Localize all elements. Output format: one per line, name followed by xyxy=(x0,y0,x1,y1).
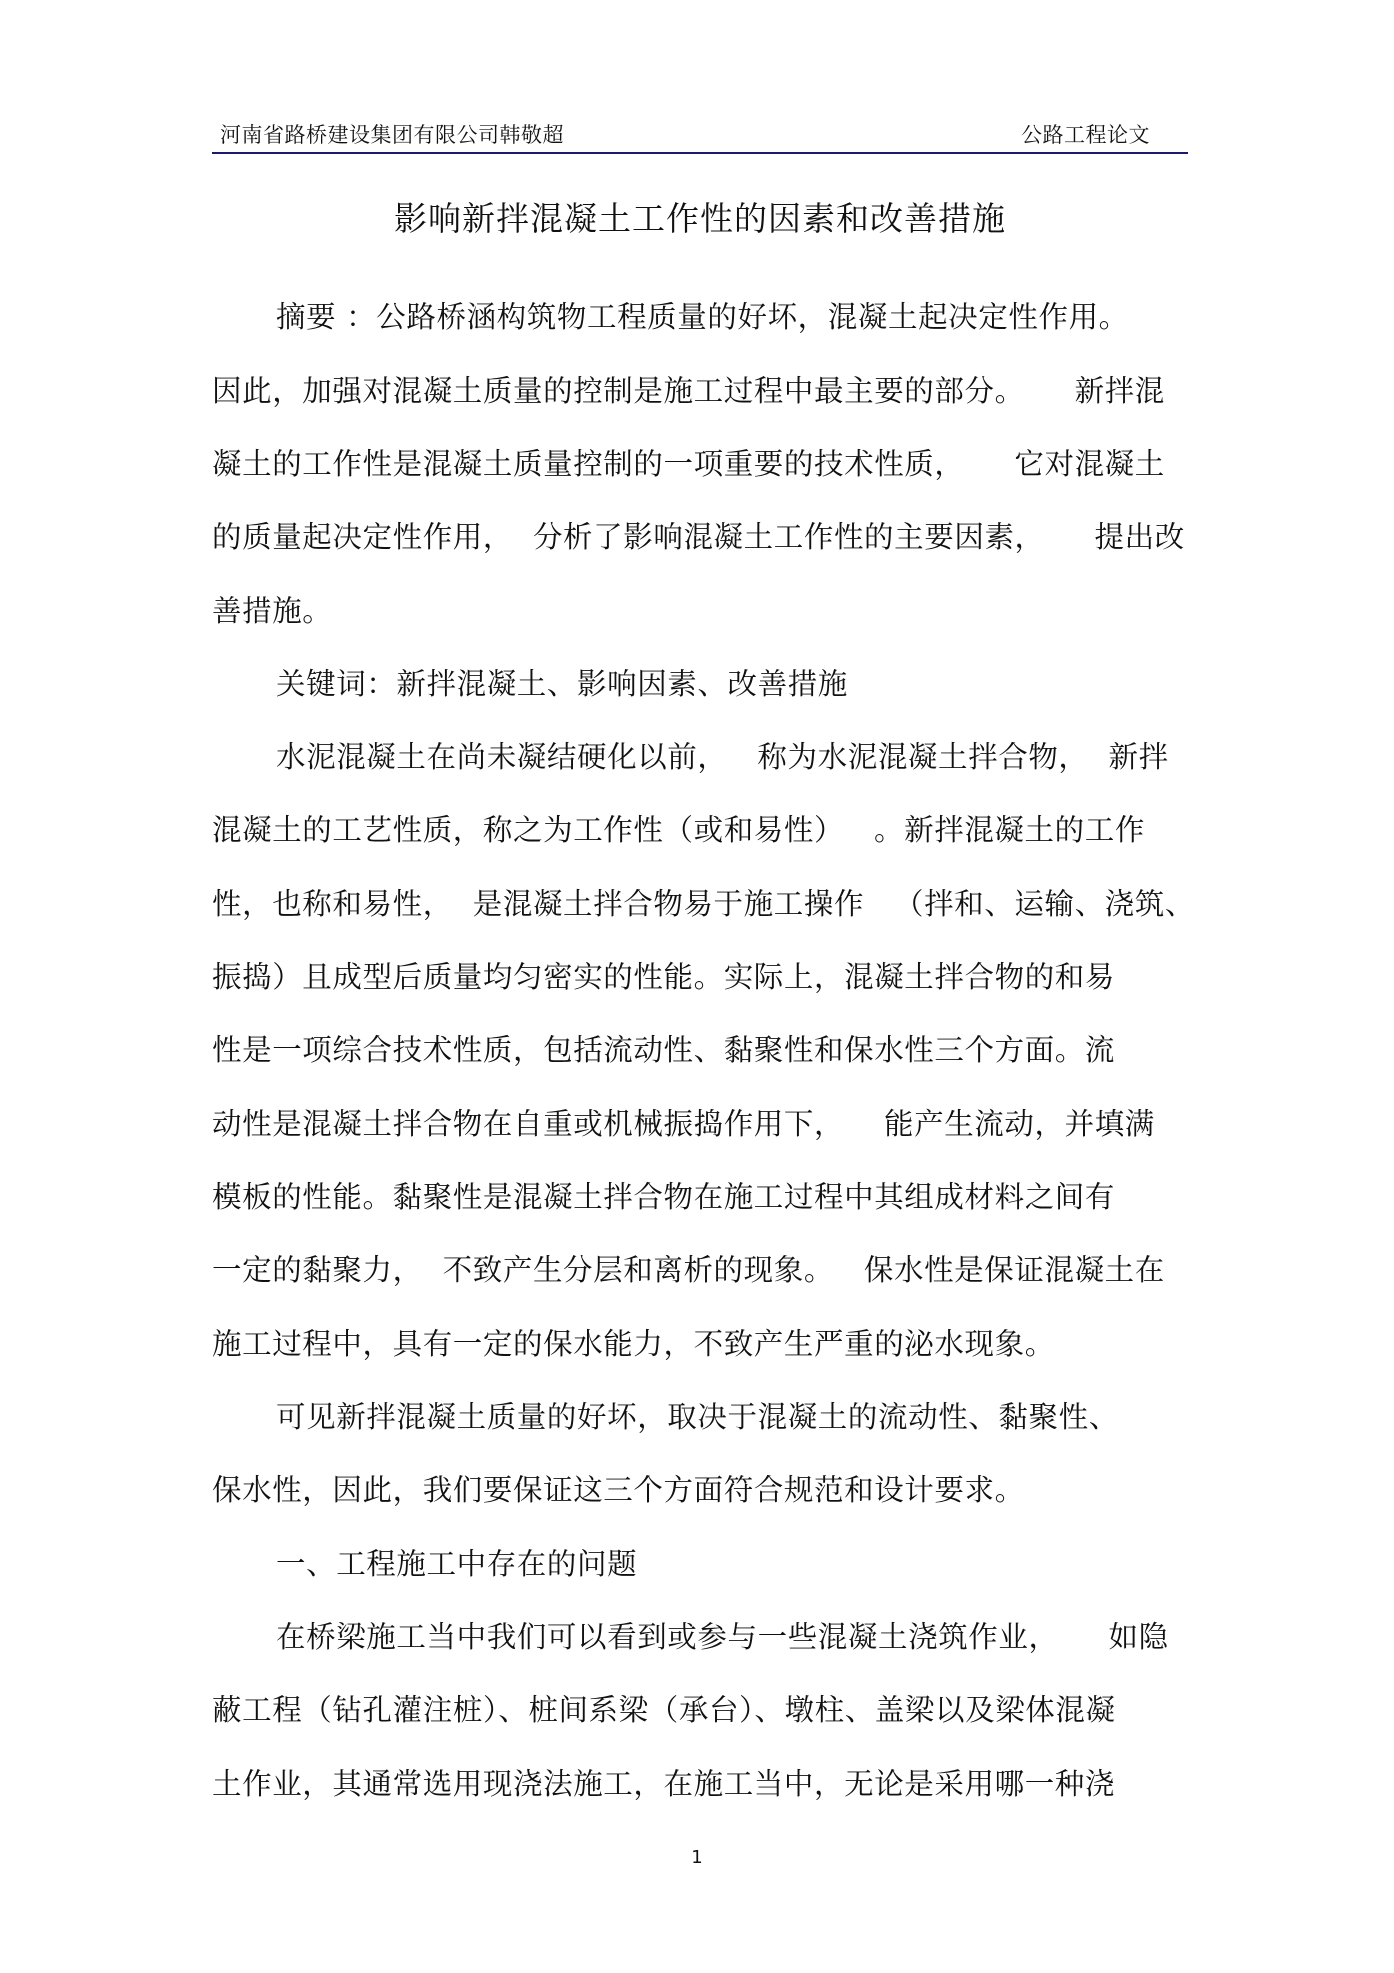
text-line: 摘要 ：公路桥涵构筑物工程质量的好坏，混凝土起决定性作用。 xyxy=(276,300,1129,334)
text-line: 保水性，因此，我们要保证这三个方面符合规范和设计要求。 xyxy=(212,1473,1025,1507)
text-line: 善措施。 xyxy=(212,594,333,628)
text-line: 的质量起决定性作用， 分析了影响混凝土工作性的主要因素， 提出改 xyxy=(212,520,1185,554)
page-header xyxy=(212,120,1188,154)
text-line: 在桥梁施工当中我们可以看到或参与一些混凝土浇筑作业， 如隐 xyxy=(276,1620,1169,1654)
text-line: 混凝土的工艺性质，称之为工作性（或和易性） 。新拌混凝土的工作 xyxy=(212,813,1145,847)
text-line: 模板的性能。黏聚性是混凝土拌合物在施工过程中其组成材料之间有 xyxy=(212,1180,1116,1214)
page-number: 1 xyxy=(691,1847,703,1868)
text-line: 凝土的工作性是混凝土质量控制的一项重要的技术性质， 它对混凝土 xyxy=(212,447,1165,481)
text-line: 蔽工程（钻孔灌注桩）、桩间系梁（承台）、墩柱、盖梁以及梁体混凝 xyxy=(212,1693,1116,1727)
text-line: 性是一项综合技术性质，包括流动性、黏聚性和保水性三个方面。流 xyxy=(212,1033,1116,1067)
section-heading: 一、工程施工中存在的问题 xyxy=(276,1547,638,1581)
text-line: 可见新拌混凝土质量的好坏，取决于混凝土的流动性、黏聚性、 xyxy=(276,1400,1119,1434)
header-author: 河南省路桥建设集团有限公司韩敬超 xyxy=(220,123,564,147)
text-line: 因此，加强对混凝土质量的控制是施工过程中最主要的部分。 新拌混 xyxy=(212,374,1165,408)
text-line: 水泥混凝土在尚未凝结硬化以前， 称为水泥混凝土拌合物， 新拌 xyxy=(276,740,1169,774)
text-line: 性，也称和易性， 是混凝土拌合物易于施工操作 （拌和、运输、浇筑、 xyxy=(212,887,1195,921)
text-line: 施工过程中，具有一定的保水能力，不致产生严重的泌水现象。 xyxy=(212,1327,1055,1361)
text-line: 动性是混凝土拌合物在自重或机械振捣作用下， 能产生流动，并填满 xyxy=(212,1107,1155,1141)
document-title: 影响新拌混凝土工作性的因素和改善措施 xyxy=(394,199,1006,238)
text-line: 一定的黏聚力， 不致产生分层和离析的现象。 保水性是保证混凝土在 xyxy=(212,1253,1165,1287)
text-line: 土作业，其通常选用现浇法施工，在施工当中，无论是采用哪一种浇 xyxy=(212,1767,1116,1801)
text-line: 关键词：新拌混凝土、影响因素、改善措施 xyxy=(276,667,848,701)
text-line: 振捣）且成型后质量均匀密实的性能。实际上，混凝土拌合物的和易 xyxy=(212,960,1116,994)
header-category: 公路工程论文 xyxy=(1021,123,1150,147)
